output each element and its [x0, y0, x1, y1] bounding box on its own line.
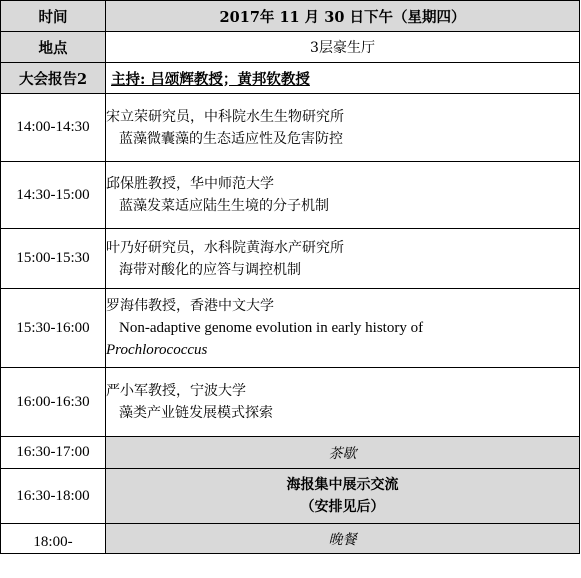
place-label: 地点 [1, 32, 106, 63]
talk-row [1, 229, 580, 289]
talk-time: 15:30-16:00 [1, 289, 106, 368]
talk-cell [106, 94, 580, 162]
talk-speaker: 罗海伟教授，香港中文大学 [106, 298, 274, 314]
talk-speaker: 严小军教授，宁波大学 [106, 383, 246, 399]
talk-speaker: 宋立荣研究员，中科院水生生物研究所 [106, 108, 344, 125]
talk-row [1, 289, 580, 368]
place-value: 3层豪生厅 [106, 32, 580, 63]
poster-time: 16:30-18:00 [1, 469, 106, 524]
talk-speaker: 叶乃好研究员，水科院黄海水产研究所 [106, 239, 344, 256]
dinner-time: 18:00- [1, 524, 106, 554]
talk-cell [106, 162, 580, 229]
poster-row [1, 469, 580, 524]
session-label: 大会报告2 [1, 63, 106, 94]
dinner-label: 晚餐 [106, 524, 580, 554]
session-row [1, 63, 580, 94]
talk-row [1, 162, 580, 229]
header-place-row [1, 32, 580, 63]
tea-time: 16:30-17:00 [1, 437, 106, 469]
talk-time: 14:00-14:30 [1, 94, 106, 162]
talk-title-italic: Prochlorococcus [106, 342, 208, 358]
tea-break-row [1, 437, 580, 469]
session-chairs: 主持: 吕颂辉教授；黄邦钦教授 [106, 63, 580, 94]
talk-speaker: 邱保胜教授，华中师范大学 [106, 176, 274, 192]
talk-title: 海带对酸化的应答与调控机制 [119, 261, 301, 278]
talk-title: 蓝藻发菜适应陆生生境的分子机制 [119, 198, 329, 214]
talk-title: 蓝藻微囊藻的生态适应性及危害防控 [119, 130, 343, 147]
tea-label: 茶歇 [106, 437, 580, 469]
poster-title: 海报集中展示交流 [286, 477, 399, 493]
talk-title: 藻类产业链发展模式探索 [119, 405, 273, 421]
talk-title: Non-adaptive genome evolution in early history of [119, 320, 424, 336]
time-label: 时间 [1, 1, 106, 32]
poster-cell [106, 469, 580, 524]
talk-row [1, 94, 580, 162]
talk-time: 15:00-15:30 [1, 229, 106, 289]
talk-cell [106, 229, 580, 289]
talk-row [1, 368, 580, 437]
dinner-row [1, 524, 580, 554]
header-time-row [1, 1, 580, 32]
talk-cell [106, 368, 580, 437]
talk-time: 14:30-15:00 [1, 162, 106, 229]
talk-time: 16:00-16:30 [1, 368, 106, 437]
date-value: 2017年 11 月 30 日下午（星期四） [106, 1, 580, 32]
poster-note: （安排见后） [300, 499, 385, 515]
talk-cell [106, 289, 580, 368]
